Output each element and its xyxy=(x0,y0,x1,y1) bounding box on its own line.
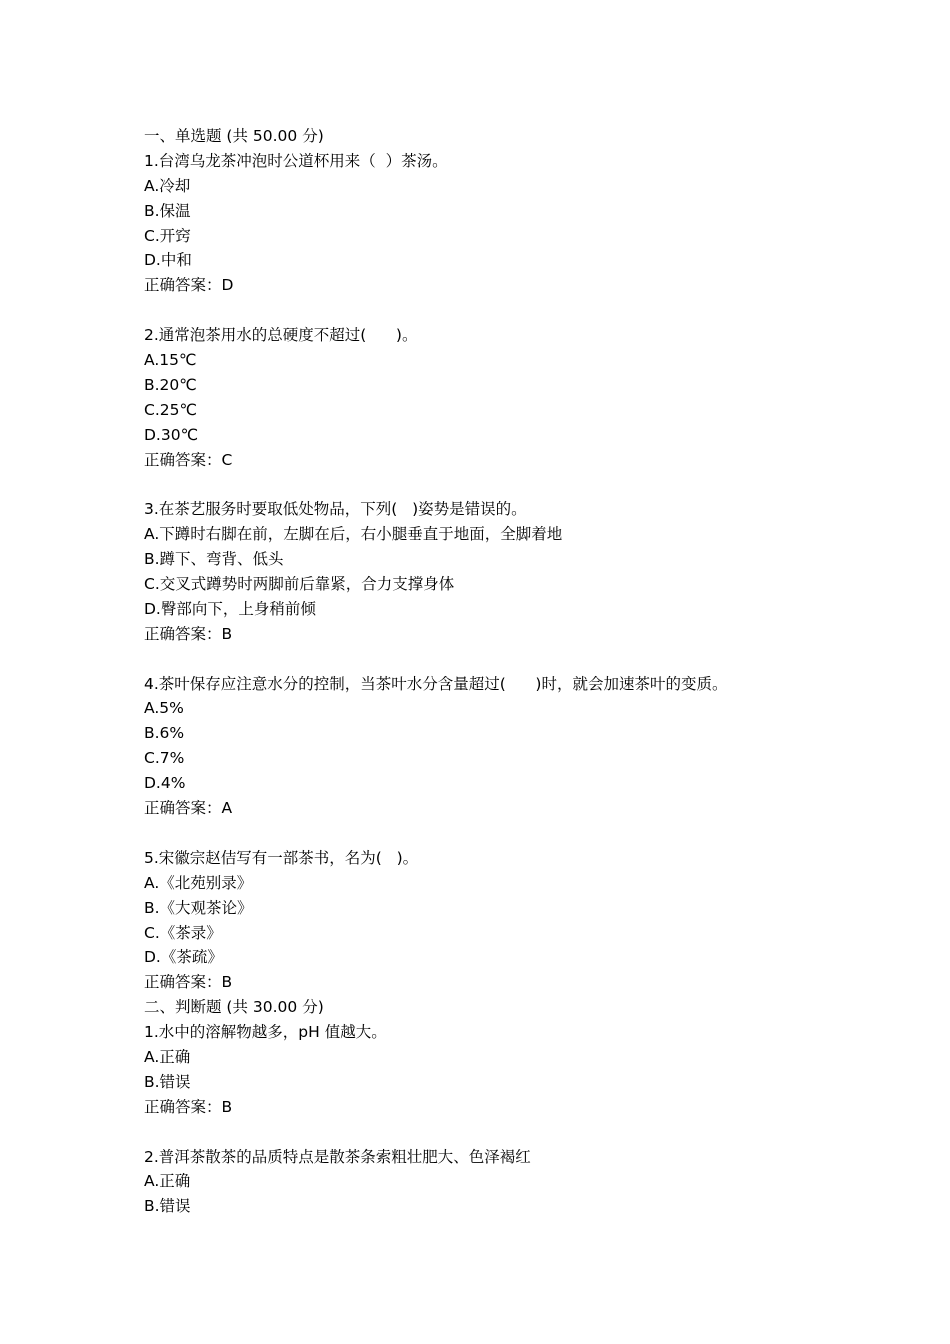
document-page xyxy=(144,124,864,1219)
correct-answer: 正确答案：B xyxy=(144,624,233,643)
question-text: 1.水中的溶解物越多，pH 值越大。 xyxy=(144,1023,387,1042)
option-a: A.15℃ xyxy=(144,351,197,370)
spacer xyxy=(144,821,864,846)
correct-answer: 正确答案：C xyxy=(144,450,233,469)
question-block xyxy=(144,1020,864,1144)
option-c: C.7% xyxy=(144,749,185,768)
question-block xyxy=(144,1145,864,1220)
option-a: A.正确 xyxy=(144,1047,191,1066)
section-heading-true-false: 二、判断题 (共 30.00 分) xyxy=(144,998,324,1017)
question-text: 5.宋徽宗赵佶写有一部茶书，名为( )。 xyxy=(144,848,419,867)
option-a: A.正确 xyxy=(144,1172,191,1191)
question-block xyxy=(144,149,864,323)
correct-answer: 正确答案：D xyxy=(144,276,234,295)
option-d: D.中和 xyxy=(144,251,192,270)
option-c: C.交叉式蹲势时两脚前后靠紧，合力支撑身体 xyxy=(144,575,455,594)
correct-answer: 正确答案：B xyxy=(144,1097,233,1116)
question-block xyxy=(144,323,864,497)
option-a: A.5% xyxy=(144,699,184,718)
question-text: 3.在茶艺服务时要取低处物品，下列( )姿势是错误的。 xyxy=(144,500,527,519)
question-text: 2.普洱茶散茶的品质特点是散茶条索粗壮肥大、色泽褐红 xyxy=(144,1147,531,1166)
option-d: D.4% xyxy=(144,774,186,793)
question-block xyxy=(144,672,864,846)
option-a: A.《北苑别录》 xyxy=(144,873,253,892)
section-heading-single-choice: 一、单选题 (共 50.00 分) xyxy=(144,127,324,145)
spacer xyxy=(144,1120,864,1145)
option-b: B.《大观茶论》 xyxy=(144,898,253,917)
option-b: B.6% xyxy=(144,724,185,743)
option-b: B.错误 xyxy=(144,1072,191,1091)
option-b: B.错误 xyxy=(144,1197,191,1216)
correct-answer: 正确答案：A xyxy=(144,799,233,818)
question-block xyxy=(144,846,864,995)
correct-answer: 正确答案：B xyxy=(144,973,233,992)
option-d: D.《茶疏》 xyxy=(144,948,223,967)
spacer xyxy=(144,472,864,497)
option-c: C.《茶录》 xyxy=(144,923,222,942)
option-c: C.25℃ xyxy=(144,400,197,419)
option-b: B.20℃ xyxy=(144,375,197,394)
question-text: 2.通常泡茶用水的总硬度不超过( )。 xyxy=(144,326,418,345)
option-d: D.臀部向下，上身稍前倾 xyxy=(144,599,316,618)
spacer xyxy=(144,298,864,323)
option-a: A.下蹲时右脚在前，左脚在后，右小腿垂直于地面，全脚着地 xyxy=(144,525,563,544)
question-block xyxy=(144,497,864,671)
option-a: A.冷却 xyxy=(144,176,191,195)
option-d: D.30℃ xyxy=(144,425,198,444)
spacer xyxy=(144,647,864,672)
question-text: 1.台湾乌龙茶冲泡时公道杯用来（ ）茶汤。 xyxy=(144,151,448,170)
question-text: 4.茶叶保存应注意水分的控制，当茶叶水分含量超过( )时，就会加速茶叶的变质。 xyxy=(144,674,728,693)
option-b: B.保温 xyxy=(144,201,191,220)
option-b: B.蹲下、弯背、低头 xyxy=(144,550,284,569)
option-c: C.开窍 xyxy=(144,226,191,245)
